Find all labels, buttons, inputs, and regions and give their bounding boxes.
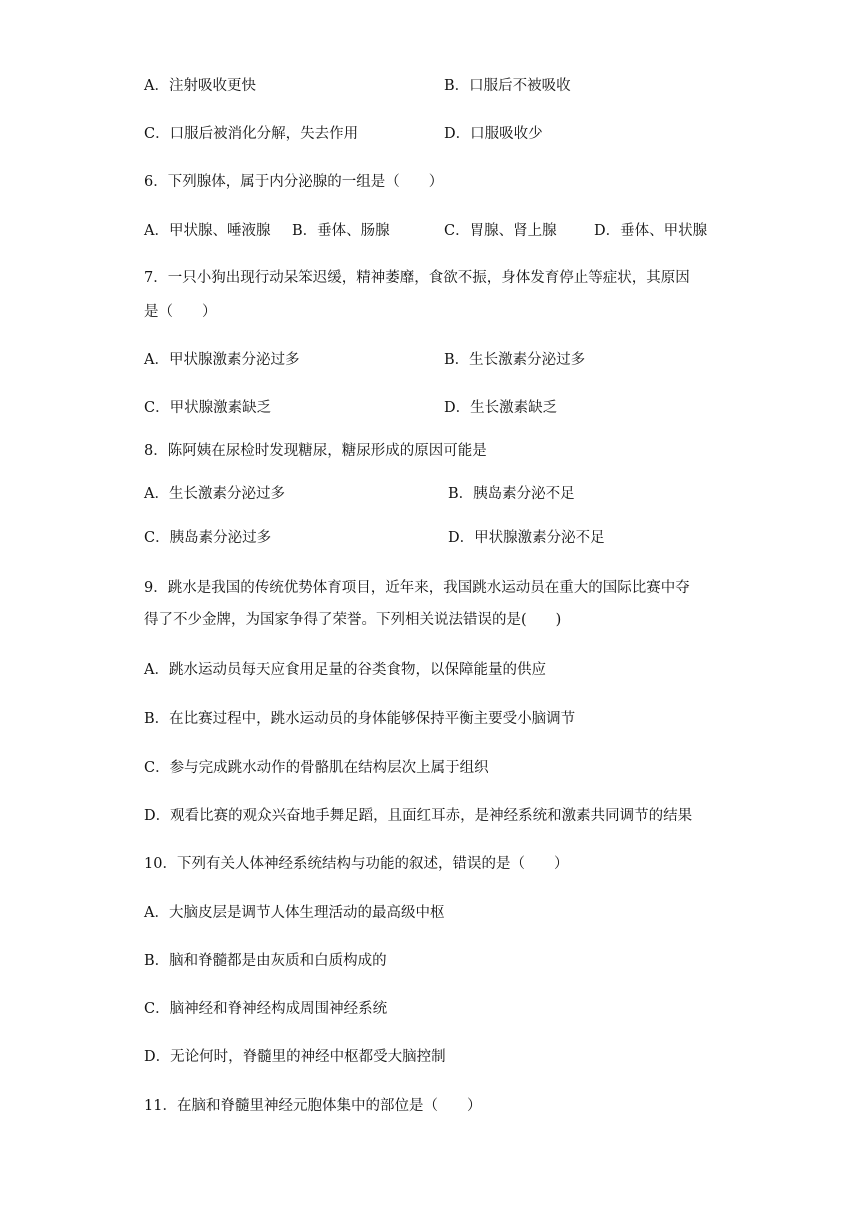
q8-option-d: D．甲状腺激素分泌不足 <box>448 530 605 546</box>
q6-option-a: A．甲状腺、唾液腺 <box>144 223 271 239</box>
q5-option-c: C．口服后被消化分解，失去作用 <box>144 126 359 142</box>
q9-option-d: D．观看比赛的观众兴奋地手舞足蹈，且面红耳赤，是神经系统和激素共同调节的结果 <box>144 808 693 824</box>
q10-option-c: C．脑神经和脊神经构成周围神经系统 <box>144 1001 388 1017</box>
q5-option-a: A．注射吸收更快 <box>144 78 256 94</box>
q7-stem-line2: 是（ ） <box>144 304 217 320</box>
q7-option-d: D．生长激素缺乏 <box>444 400 558 416</box>
q7-option-a: A．甲状腺激素分泌过多 <box>144 352 300 368</box>
q10-option-a: A．大脑皮层是调节人体生理活动的最高级中枢 <box>144 905 445 921</box>
q7-option-c: C．甲状腺激素缺乏 <box>144 400 272 416</box>
q8-option-b: B．胰岛素分泌不足 <box>448 486 575 502</box>
q6-option-b: B．垂体、肠腺 <box>292 223 390 239</box>
q6-stem: 6．下列腺体，属于内分泌腺的一组是（ ） <box>144 174 444 190</box>
q8-stem: 8．陈阿姨在尿检时发现糖尿，糖尿形成的原因可能是 <box>144 443 487 459</box>
q5-option-d: D．口服吸收少 <box>444 126 543 142</box>
q8-option-c: C．胰岛素分泌过多 <box>144 530 272 546</box>
q5-option-b: B．口服后不被吸收 <box>444 78 571 94</box>
q6-option-c: C．胃腺、肾上腺 <box>444 223 557 239</box>
q10-stem: 10．下列有关人体神经系统结构与功能的叙述，错误的是（ ） <box>144 856 569 872</box>
q9-stem-line1: 9．跳水是我国的传统优势体育项目，近年来，我国跳水运动员在重大的国际比赛中夺 <box>144 580 690 596</box>
q8-option-a: A．生长激素分泌过多 <box>144 486 285 502</box>
q10-option-d: D．无论何时，脊髓里的神经中枢都受大脑控制 <box>144 1049 446 1065</box>
q11-stem: 11．在脑和脊髓里神经元胞体集中的部位是（ ） <box>144 1098 482 1114</box>
q7-stem-line1: 7．一只小狗出现行动呆笨迟缓，精神萎靡，食欲不振，身体发育停止等症状，其原因 <box>144 270 690 286</box>
q9-stem-line2: 得了不少金牌，为国家争得了荣誉。下列相关说法错误的是( ) <box>144 612 562 628</box>
q9-option-c: C．参与完成跳水动作的骨骼肌在结构层次上属于组织 <box>144 760 489 776</box>
q6-option-d: D．垂体、甲状腺 <box>594 223 708 239</box>
q7-option-b: B．生长激素分泌过多 <box>444 352 586 368</box>
q9-option-a: A．跳水运动员每天应食用足量的谷类食物，以保障能量的供应 <box>144 662 546 678</box>
q9-option-b: B．在比赛过程中，跳水运动员的身体能够保持平衡主要受小脑调节 <box>144 711 576 727</box>
q10-option-b: B．脑和脊髓都是由灰质和白质构成的 <box>144 953 387 969</box>
